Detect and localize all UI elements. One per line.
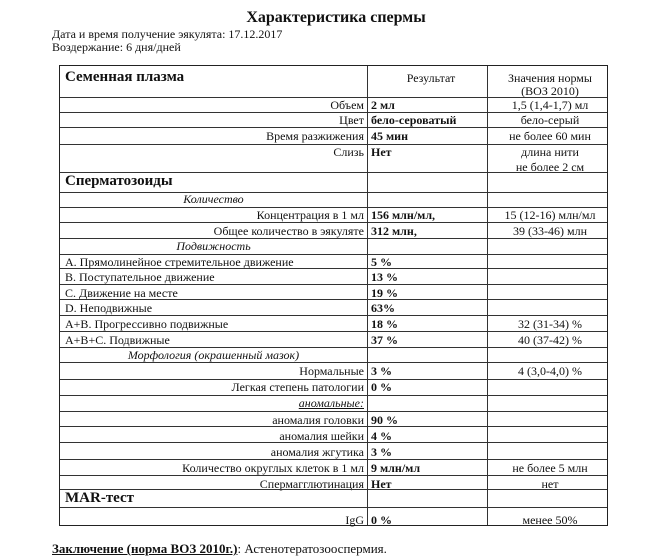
row-label: Концентрация в 1 мл <box>256 208 364 222</box>
row-label: Спермагглютинация <box>259 477 364 491</box>
header-result: Результат <box>406 71 456 85</box>
abstinence-period: Воздержание: 6 дня/дней <box>52 40 181 54</box>
row-norm: 1,5 (1,4-1,7) мл <box>511 98 589 112</box>
row-norm: 40 (37-42) % <box>518 333 582 347</box>
row-value: 45 мин <box>371 129 409 143</box>
row-value: 3 % <box>371 364 392 378</box>
row-value: 90 % <box>371 413 398 427</box>
row-value: 2 мл <box>371 98 395 112</box>
conclusion <box>52 541 387 557</box>
subsection-abnormal: аномальные: <box>298 396 364 410</box>
row-norm: 4 (3,0-4,0) % <box>518 364 582 378</box>
row-value: 3 % <box>371 445 392 459</box>
row-label: Нормальные <box>299 364 364 378</box>
row-divider <box>60 362 607 363</box>
row-value: 4 % <box>371 429 392 443</box>
row-divider <box>60 426 607 427</box>
row-label: Легкая степень патологии <box>231 380 364 394</box>
row-divider <box>60 222 607 223</box>
row-value: 312 млн, <box>371 224 417 238</box>
header-norm-line2: (ВОЗ 2010) <box>521 84 579 98</box>
collection-date: Дата и время получение эякулята: 17.12.2017 <box>52 27 283 41</box>
section-spermatozoa: Сперматозоиды <box>65 173 173 189</box>
row-label: Цвет <box>339 113 364 127</box>
row-divider <box>60 238 607 239</box>
row-norm: 32 (31-34) % <box>518 317 582 331</box>
section-mar-test: MAR-тест <box>65 490 135 506</box>
row-label: A+B+C. Подвижные <box>65 333 170 347</box>
column-divider <box>367 66 368 525</box>
row-norm: менее 50% <box>522 513 578 527</box>
section-plasma: Семенная плазма <box>65 69 185 85</box>
row-norm: не более 60 мин <box>509 129 591 143</box>
row-value: 19 % <box>371 286 398 300</box>
row-label: Слизь <box>333 145 364 159</box>
row-norm: 15 (12-16) млн/мл <box>504 208 596 222</box>
subsection-morphology: Морфология (окрашенный мазок) <box>127 348 300 362</box>
row-norm: 39 (33-46) млн <box>513 224 587 238</box>
row-label: аномалия головки <box>272 413 364 427</box>
row-divider <box>60 411 607 412</box>
row-norm: не более 2 см <box>515 160 585 174</box>
row-norm: длина нити <box>521 145 579 159</box>
row-divider <box>60 315 607 316</box>
row-label: A+B. Прогрессивно подвижные <box>65 317 229 331</box>
row-value: 0 % <box>371 380 392 394</box>
row-divider <box>60 284 607 285</box>
row-label: C. Движение на месте <box>65 286 178 300</box>
row-label: Время разжижения <box>266 129 364 143</box>
row-value: бело-сероватый <box>371 113 457 127</box>
subsection-quantity: Количество <box>183 192 244 206</box>
row-divider <box>60 268 607 269</box>
row-label: B. Поступательное движение <box>65 270 215 284</box>
row-divider <box>60 331 607 332</box>
row-label: аномалия жгутика <box>270 445 364 459</box>
header-norm-line1: Значения нормы <box>508 71 592 85</box>
row-value: 5 % <box>371 255 392 269</box>
row-norm: нет <box>541 477 559 491</box>
row-divider <box>60 459 607 460</box>
row-value: 18 % <box>371 317 398 331</box>
row-label: IgG <box>345 513 364 527</box>
conclusion-text: : Астенотератозооспермия. <box>237 541 387 556</box>
row-label: D. Неподвижные <box>65 301 153 315</box>
row-value: 0 % <box>371 513 392 527</box>
row-value: Нет <box>371 145 392 159</box>
row-label: аномалия шейки <box>279 429 364 443</box>
row-value: 156 млн/мл, <box>371 208 436 222</box>
page-title: Характеристика спермы <box>246 9 426 26</box>
row-divider <box>60 489 607 490</box>
row-label: A. Прямолинейное стремительное движение <box>65 255 294 269</box>
row-value: 13 % <box>371 270 398 284</box>
row-label: Количество округлых клеток в 1 мл <box>182 461 364 475</box>
conclusion-label: Заключение (норма ВОЗ 2010г.) <box>52 541 238 556</box>
row-norm: бело-серый <box>520 113 580 127</box>
row-value: 9 млн/мл <box>371 461 421 475</box>
row-value: 63% <box>371 301 395 315</box>
row-norm: не более 5 млн <box>512 461 588 475</box>
row-divider <box>60 442 607 443</box>
row-label: Объем <box>330 98 364 112</box>
row-divider <box>60 507 607 508</box>
row-divider <box>60 127 607 128</box>
row-value: 37 % <box>371 333 398 347</box>
row-divider <box>60 475 607 476</box>
column-divider <box>487 66 488 525</box>
row-label: Общее количество в эякуляте <box>213 224 364 238</box>
row-value: Нет <box>371 477 392 491</box>
semen-analysis-table <box>59 65 608 526</box>
subsection-motility: Подвижность <box>176 239 251 253</box>
row-divider <box>60 299 607 300</box>
